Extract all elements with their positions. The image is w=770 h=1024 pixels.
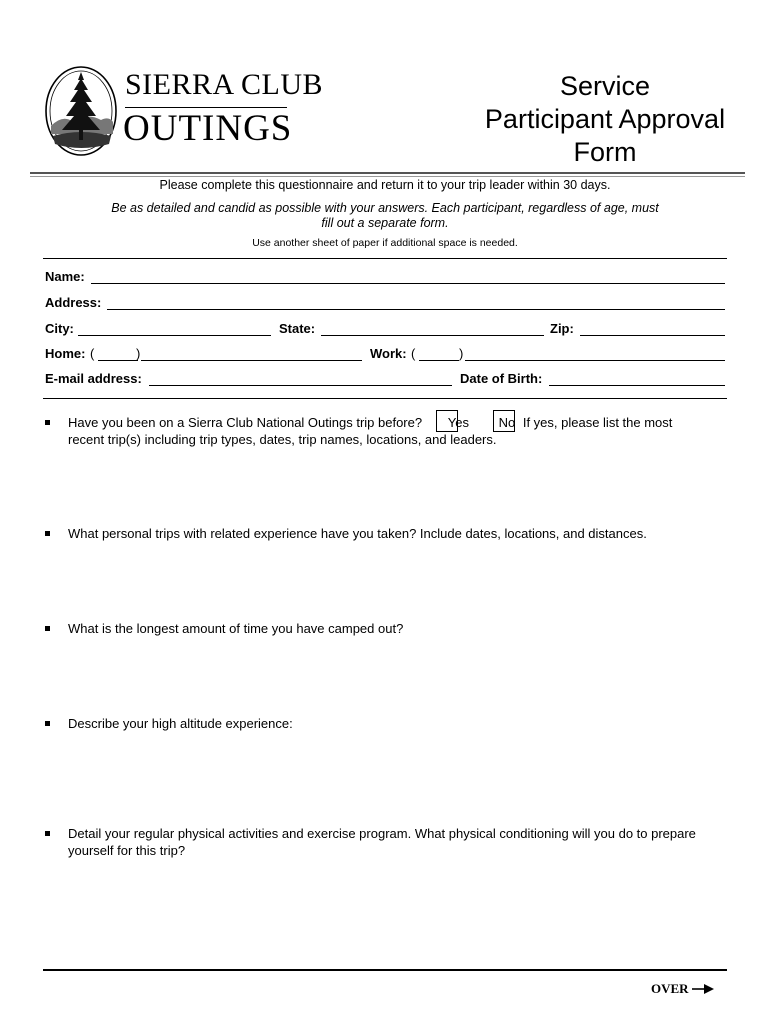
home-phone-field[interactable] [141, 360, 362, 361]
work-phone-label: Work: [370, 346, 407, 361]
title-line-1: Service [559, 71, 651, 101]
work-phone-field[interactable] [465, 360, 725, 361]
header-rule-bottom [30, 176, 745, 177]
title-line-2: Participant Approval [484, 104, 726, 134]
work-area-code-open: ( [411, 346, 416, 361]
question-3 [45, 620, 725, 640]
home-area-code-open: ( [90, 346, 95, 361]
arrow-right-icon [692, 983, 714, 995]
city-label: City: [45, 321, 74, 336]
sierra-club-tree-emblem-icon [43, 64, 119, 158]
zip-field[interactable] [580, 335, 725, 336]
yes-checkbox[interactable] [436, 410, 458, 432]
bullet-icon [45, 420, 50, 425]
question-4-text: Describe your high altitude experience: [68, 716, 293, 731]
home-phone-label: Home: [45, 346, 86, 361]
dob-field[interactable] [549, 385, 725, 386]
question-2-text: What personal trips with related experience have you taken? Include dates, locations, and distances. [68, 526, 647, 541]
work-area-code-field[interactable] [419, 360, 459, 361]
dob-label: Date of Birth: [460, 371, 543, 386]
name-label: Name: [45, 269, 85, 284]
email-label: E-mail address: [45, 371, 142, 386]
work-area-code-close: ) [459, 346, 464, 361]
question-1-text-a: Have you been on a Sierra Club National Outings trip before? [68, 415, 423, 430]
bullet-icon [45, 626, 50, 631]
footer-rule [43, 969, 727, 971]
field-row-phones [45, 345, 727, 365]
field-row-city-state-zip [45, 320, 727, 340]
form-title [470, 70, 740, 169]
over-label: OVER [651, 981, 689, 996]
field-row-address [45, 294, 727, 314]
bullet-icon [45, 531, 50, 536]
zip-label: Zip: [550, 321, 574, 336]
question-4 [45, 715, 725, 735]
yes-label: Yes [447, 415, 469, 430]
title-line-3: Form [573, 137, 637, 167]
home-area-code-field[interactable] [98, 360, 138, 361]
home-area-code-close: ) [136, 346, 141, 361]
instructions-line-1: Please complete this questionnaire and return it to your trip leader within 30 days. [159, 178, 611, 192]
question-1-text-c: recent trip(s) including trip types, dates, trip names, locations, and leaders. [68, 432, 497, 447]
state-label: State: [279, 321, 316, 336]
field-row-name [45, 268, 727, 288]
no-checkbox[interactable] [493, 410, 515, 432]
question-2 [45, 525, 725, 545]
question-5 [45, 825, 725, 865]
instructions-line-2a: Be as detailed and candid as possible with your answers. Each participant, regardless of age, must [111, 201, 659, 215]
instructions-line-2b: fill out a separate form. [321, 216, 449, 230]
section-divider-bottom [43, 398, 727, 399]
state-field[interactable] [321, 335, 544, 336]
section-divider-top [43, 258, 727, 259]
question-1-text [68, 414, 723, 448]
question-1 [45, 414, 725, 454]
address-label: Address: [45, 295, 102, 310]
address-field[interactable] [107, 309, 725, 310]
header-rule-top [30, 172, 745, 174]
email-field[interactable] [149, 385, 452, 386]
no-label: No [498, 415, 516, 430]
logo-text-outings: OUTINGS [123, 108, 293, 149]
sierra-club-outings-logo [43, 64, 324, 158]
city-field[interactable] [78, 335, 271, 336]
name-field[interactable] [91, 283, 725, 284]
bullet-icon [45, 721, 50, 726]
question-3-text: What is the longest amount of time you have camped out? [68, 621, 404, 636]
question-5-text-b: yourself for this trip? [68, 843, 186, 858]
question-1-text-b: If yes, please list the most [522, 415, 673, 430]
question-5-text-a: Detail your regular physical activities and exercise program. What physical conditioning will you do to prepare [68, 826, 696, 841]
instructions-line-3: Use another sheet of paper if additional space is needed. [252, 237, 518, 249]
question-5-text [68, 825, 723, 859]
logo-text-sierra-club: SIERRA CLUB [125, 68, 324, 101]
field-row-email-dob [45, 370, 727, 390]
bullet-icon [45, 831, 50, 836]
